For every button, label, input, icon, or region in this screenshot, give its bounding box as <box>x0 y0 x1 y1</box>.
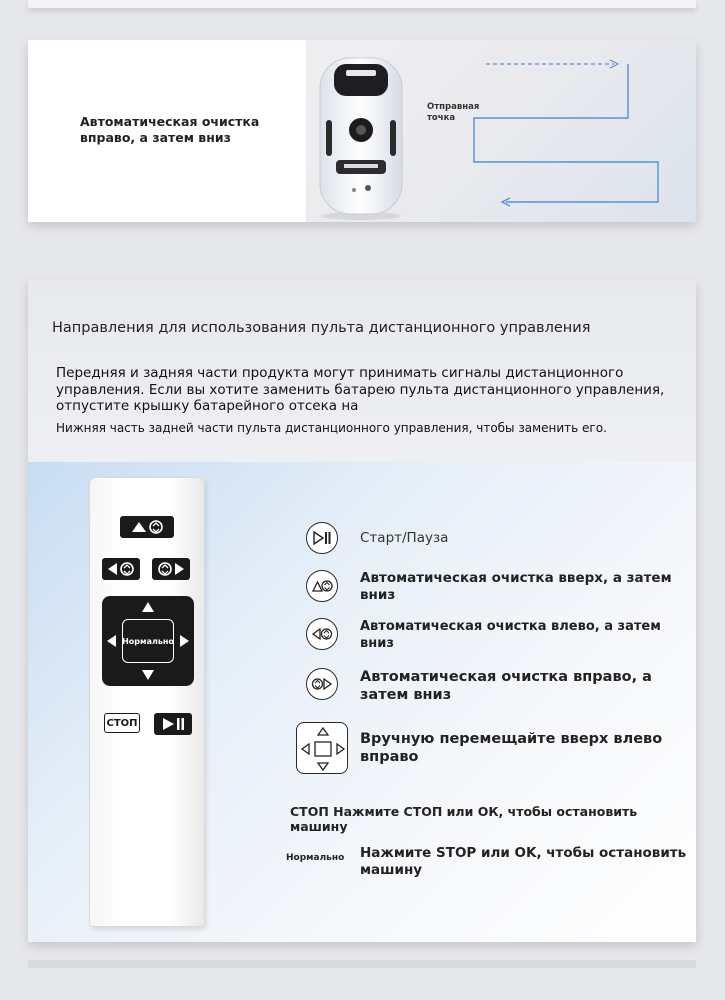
route-illustration <box>306 40 696 222</box>
start-point-label <box>427 102 479 124</box>
dpad-up-arrow <box>142 602 154 612</box>
instructions-heading: Направления для использования пульта дистанционного управления <box>52 320 591 336</box>
instructions-paragraph-2: Нижняя часть задней части пульта дистанционного управления, чтобы заменить его. <box>56 421 607 435</box>
left-cycle-icon <box>306 618 338 650</box>
dpad-left-arrow <box>107 635 116 647</box>
play-pause-icon <box>160 717 186 731</box>
normal-button[interactable]: Нормально <box>122 619 174 663</box>
instructions-text-panel <box>28 280 696 462</box>
legend-auto-up <box>306 570 696 604</box>
legend-auto-left-text: Автоматическая очистка влево, а затем вниз <box>360 619 661 651</box>
play-pause-icon <box>306 522 338 554</box>
legend-start-pause-text: Старт/Пауза <box>360 530 449 546</box>
right-cycle-icon <box>155 561 187 577</box>
remote-dpad[interactable] <box>102 596 194 686</box>
legend-manual <box>296 722 696 774</box>
dpad-down-arrow <box>142 670 154 680</box>
legend-normal-label: Нормально <box>286 853 345 863</box>
route-caption-panel <box>28 40 306 222</box>
up-cycle-icon <box>306 570 338 602</box>
legend-start-pause <box>306 522 448 554</box>
route-path-svg <box>306 40 696 222</box>
legend-auto-up-text: Автоматическая очистка вверх, а затем вниз <box>360 570 672 603</box>
dpad-icon <box>296 722 348 774</box>
start-point-label-line2: точка <box>427 113 456 123</box>
legend-stop-text: СТОП Нажмите СТОП или ОК, чтобы остановить машину <box>290 804 638 834</box>
right-cycle-button[interactable] <box>152 558 190 580</box>
left-cycle-button[interactable] <box>102 558 140 580</box>
up-cycle-button[interactable] <box>120 516 174 538</box>
right-cycle-icon <box>306 668 338 700</box>
play-pause-button[interactable] <box>154 713 192 735</box>
legend-normal-text: Нажмите STOP или OK, чтобы остановить машину <box>360 845 687 878</box>
legend-auto-left <box>306 618 696 652</box>
previous-section-edge <box>28 0 696 8</box>
remote-control <box>90 478 204 926</box>
stop-button[interactable]: СТОП <box>104 713 140 733</box>
remote-instructions-section <box>28 280 696 942</box>
cleaning-route-card <box>28 40 696 222</box>
dpad-right-arrow <box>180 635 189 647</box>
legend-auto-right-text: Автоматическая очистка вправо, а затем вниз <box>360 669 652 703</box>
instructions-paragraph-1: Передняя и задняя части продукта могут принимать сигналы дистанционного управления. Если вы хотите заменить батарею пульта дистанционного управления, отпустите крышку батарейного отсека на <box>56 365 665 414</box>
left-cycle-icon <box>105 561 137 577</box>
up-cycle-icon <box>127 519 167 535</box>
start-point-label-line1: Отправная <box>427 102 480 112</box>
legend-auto-right <box>306 668 696 704</box>
legend-manual-text: Вручную перемещайте вверх влево вправо <box>360 731 663 765</box>
next-section-edge <box>28 960 696 968</box>
route-caption: Автоматическая очистка вправо, а затем вниз <box>80 114 260 145</box>
